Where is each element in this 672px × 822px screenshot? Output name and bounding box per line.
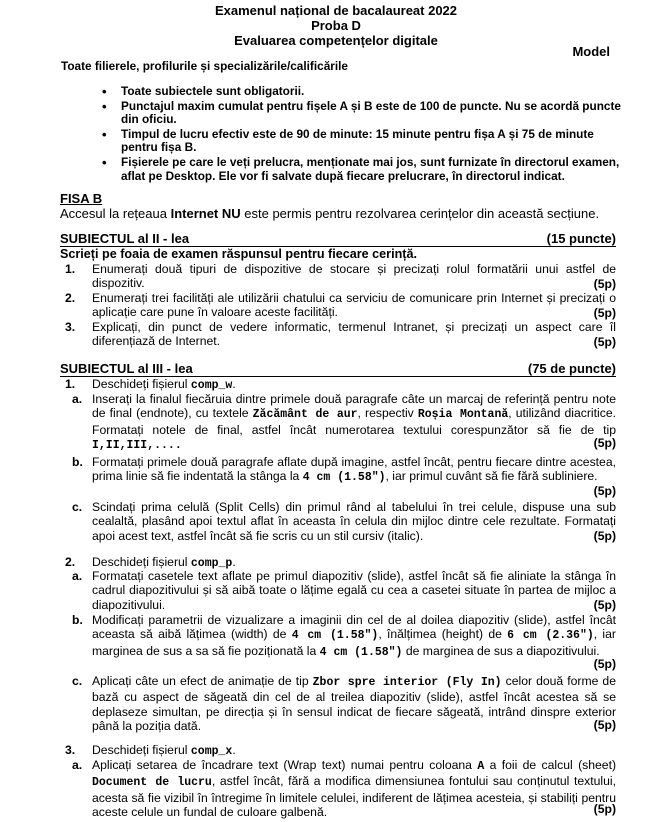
section-2-title: SUBIECTUL al II - lea — [60, 231, 190, 246]
fisa-title: FISA B — [60, 191, 103, 206]
access-note: Accesul la rețeaua Internet NU este permis pentru rezolvarea cerințelor din această secțiune. — [60, 206, 600, 221]
rule-item: • Punctajul maxim cumulat pentru fișele A și B este de 100 de puncte. Nu se acordă puncte din oficiu. — [94, 100, 622, 127]
s2-item-1: 1. Enumerați două tipuri de dispozitive de stocare și precizați rolul formatării unui astfel de dispozitiv. (5p) — [65, 262, 616, 291]
q2-b: b. Modificați parametrii de vizualizare a imaginii din cel de al doilea diapozitiv (slide), astfel încât aceasta să aibă lățimea (width) de 4 cm (1.58″), înălțimea (height) de 6 cm (2.36″), iar marginea de sus a sa să fie poziționată la 4 cm (1.58″) de marginea de sus a diapozitivului. (5p) — [72, 613, 616, 671]
s2-item-2: 2. Enumerați trei facilități ale utilizării chatului ca serviciu de comunicare prin Internet și precizați o aplicație care pune în valoare aceste facilități. (5p) — [65, 291, 616, 320]
section-2-points: (15 puncte) — [546, 231, 616, 246]
s2-item-3: 3. Explicați, din punct de vedere informatic, termenul Intranet, și precizați un aspect care îl diferențiază de Internet. (5p) — [65, 320, 616, 349]
section-3-points: (75 de puncte) — [527, 361, 616, 376]
q1-b: b. Formatați primele două paragrafe aflate după imagine, astfel încât, pentru fiecare dintre acestea, prima linie să fie indentată la stânga la 4 cm (1.58″), iar primul cuvânt să fie fără subliniere. (5p) — [72, 455, 616, 498]
section-2-instruction: Scrieți pe foaia de examen răspunsul pentru fiecare cerință. — [60, 247, 417, 261]
filiere-line: Toate filierele, profilurile și specializările/calificările — [61, 59, 348, 73]
q2-c: c. Aplicați câte un efect de animație de tip Zbor spre interior (Fly In) celor două forme de bază cu aspect de săgeată din cel de al treilea diapozitiv (slide), astfel încât acestea să se deplaseze simultan, pe direcția și în sensul indicat de fiecare săgeată, intrând dinspre exterior până la poziția dată. (5p) — [72, 674, 616, 734]
exam-page: Examenul național de bacalaureat 2022 Proba D Evaluarea competențelor digitale Model Toate filierele, profilurile și specializările/calificările • Toate subiectele sunt obligatorii. • Punctajul maxim cumulat pentru fișele A și B este de 100 de puncte. Nu se acordă puncte din oficiu. • Timpul de lucru efectiv este de 90 de minute: 15 minute pentru fișa A și 75 de minute pentru fișa B. • Fișierele pe care le veți prelucra, menționate mai jos, sunt furnizate în directorul examen, aflat pe Desktop. Ele vor fi salvate după fiecare prelucrare, în directorul indicat. FISA B Accesul la rețeaua Internet NU este permis pentru rezolvarea cerințelor din această secțiune. SUBIECTUL al II - lea (15 puncte) Scrieți pe foaia de examen răspunsul pentru fiecare cerință. 1. Enumerați două tipuri de dispozitive de stocare și precizați rolul formatării unui astfel de dispozitiv. (5p) 2. Enumerați trei facilități ale utilizării chatului ca serviciu de comunicare prin Internet și precizați o aplicație care pune în valoare aceste facilități. (5p) 3. Explicați, din punct de vedere informatic, termenul Intranet, și precizați un aspect care îl diferențiază de Internet. (5p) SUBIECTUL al III - lea (75 de puncte) 1. Deschideți fișierul comp_w. a. Inserați la finalul fiecăruia dintre primele două paragrafe câte un marcaj de referință pentru note de final (endnote), cu textele Zăcământ de aur, respectiv Roșia Montană, utilizând diacritice. Formatați notele de final, astfel încât numerotarea textului corespunzător să fie de tip I,II,III,.... (5p) b. Formatați primele două paragrafe aflate după imagine, astfel încât, pentru fiecare dintre acestea, prima linie să fie indentată la stânga la 4 cm (1.58″), iar primul cuvânt să fie fără subliniere. (5p) c. Scindați prima celulă (Split Cells) din primul rând al tabelului în trei celule, dispuse una sub cealaltă, plasând apoi textul aflat în aceasta în celula din mijloc dintre cele rezultate. Formatați apoi acest text, astfel încât să fie scris cu un stil cursiv (italic). (5p) 2. Deschideți fișierul comp_p. a. Formatați casetele text aflate pe primul diapozitiv (slide), astfel încât să fie aliniate la stânga în cadrul diapozitivului și să aibă toate o lățime egală cu cea a casetei situate în partea de mijloc a diapozitivului. (5p) b. Modificați parametrii de vizualizare a imaginii din cel de al doilea diapozitiv (slide), astfel încât aceasta să aibă lățimea (width) de 4 cm (1.58″), înălțimea (height) de 6 cm (2.36″), iar marginea de sus a sa să fie poziționată la 4 cm (1.58″) de marginea de sus a diapozitivului. (5p) c. Aplicați câte un efect de animație de tip Zbor spre interior (Fly In) celor două forme de bază cu aspect de săgeată din cel de al treilea diapozitiv (slide), astfel încât acestea să se deplaseze simultan, pe direcția și în sensul indicat de fiecare săgeată, intrând dinspre exterior până la poziția dată. (5p) 3. Deschideți fișierul comp_x. a. Aplicați setarea de încadrare text (Wrap text) numai pentru coloana A a foii de calcul (sheet) Document de lucru, astfel încât, fără a modifica dimensiunea fontului sau conținutul textului, acesta să fie vizibil în întregime în limitele celulei, indiferent de lățimea acesteia, și stabiliți pentru aceste celule un fundal de culoare galbenă. (5p) — [0, 0, 672, 822]
section-2-heading — [60, 232, 616, 247]
q3-a: a. Aplicați setarea de încadrare text (Wrap text) numai pentru coloana A a foii de calcul (sheet) Document de lucru, astfel încât, fără a modifica dimensiunea fontului sau conținutul textului, acesta să fie vizibil în întregime în limitele celulei, indiferent de lățimea acesteia, și stabiliți pentru aceste celule un fundal de culoare galbenă. (5p) — [72, 758, 617, 820]
exam-subtitle: Proba D — [311, 18, 361, 33]
rule-item: • Timpul de lucru efectiv este de 90 de minute: 15 minute pentru fișa A și 75 de minute pentru fișa B. — [94, 128, 622, 155]
model-label: Model — [572, 44, 610, 59]
rules-list — [94, 85, 622, 184]
section-3-title: SUBIECTUL al III - lea — [60, 361, 193, 376]
rule-item: • Fișierele pe care le veți prelucra, menționate mai jos, sunt furnizate în directorul examen, aflat pe Desktop. Ele vor fi salvate după fiecare prelucrare, în directorul indicat. — [94, 156, 622, 183]
q1-a: a. Inserați la finalul fiecăruia dintre primele două paragrafe câte un marcaj de referință pentru note de final (endnote), cu textele Zăcământ de aur, respectiv Roșia Montană, utilizând diacritice. Formatați notele de final, astfel încât numerotarea textului corespunzător să fie de tip I,II,III,.... (5p) — [72, 392, 616, 453]
rule-item: • Toate subiectele sunt obligatorii. — [94, 85, 622, 99]
q2-a: a. Formatați casetele text aflate pe primul diapozitiv (slide), astfel încât să fie aliniate la stânga în cadrul diapozitivului și să aibă toate o lățime egală cu cea a casetei situate în partea de mijloc a diapozitivului. (5p) — [72, 569, 616, 612]
q1-c: c. Scindați prima celulă (Split Cells) din primul rând al tabelului în trei celule, dispuse una sub cealaltă, plasând apoi textul aflat în aceasta în celula din mijloc dintre cele rezultate. Formatați apoi acest text, astfel încât să fie scris cu un stil cursiv (italic). (5p) — [72, 500, 616, 543]
exam-title: Examenul național de bacalaureat 2022 — [214, 3, 458, 18]
exam-competence: Evaluarea competențelor digitale — [234, 33, 438, 48]
section-3-heading — [60, 362, 616, 377]
